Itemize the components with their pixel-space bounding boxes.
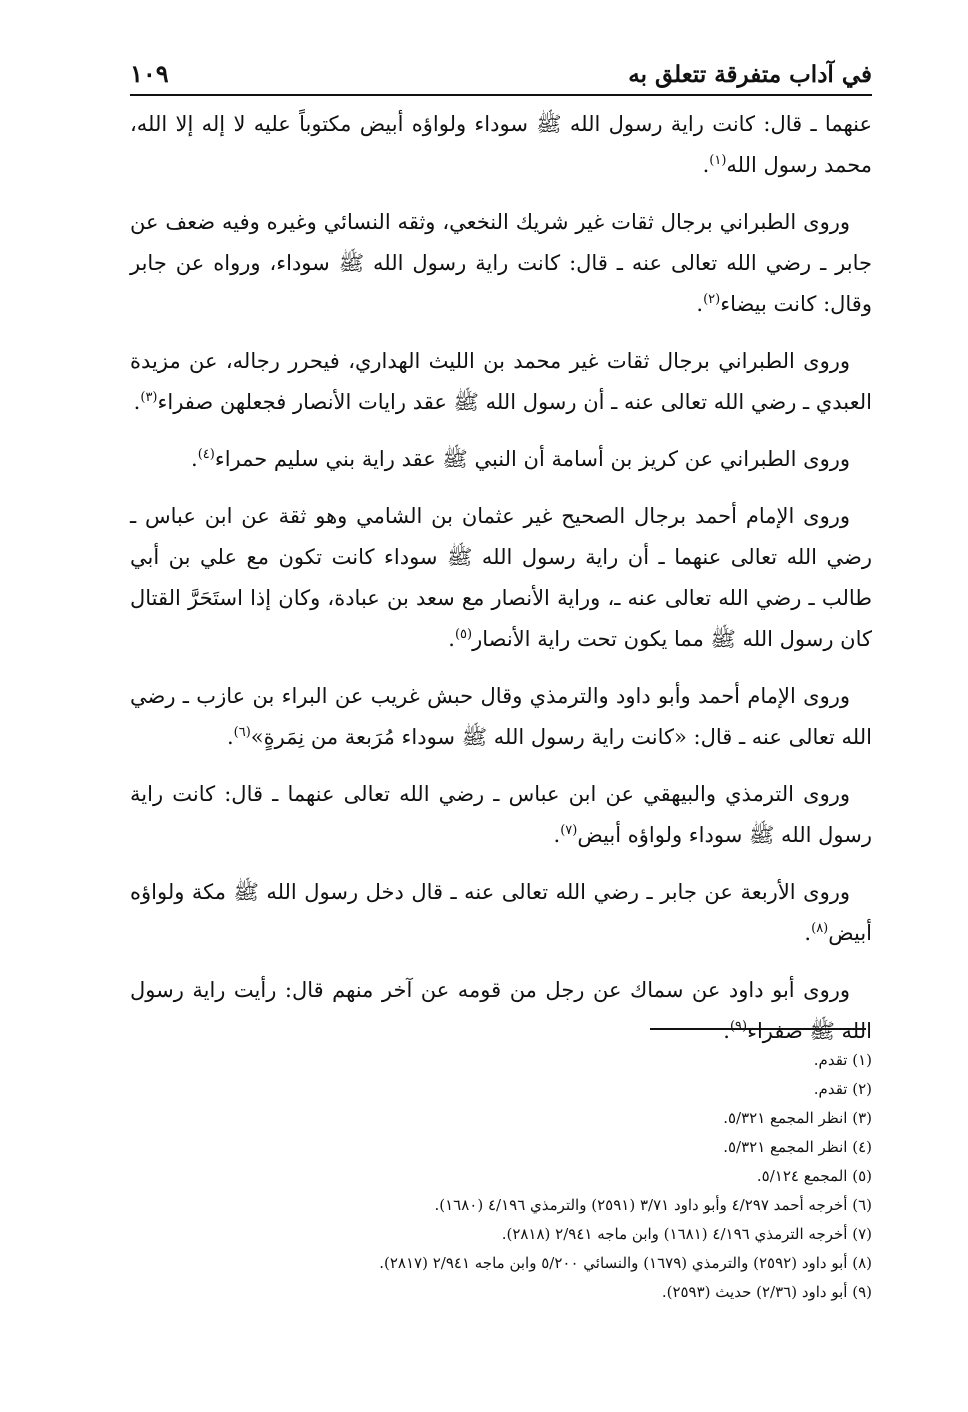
- paragraph: وروى الطبراني برجال ثقات غير محمد بن الليث الهداري، فيحرر رجاله، عن مزيدة العبدي ـ رضي الله تعالى عنه ـ أن رسول الله ﷺ عقد رايات الأنصار فجعلهن صفراء$^{(٣)}$.: [130, 349, 872, 414]
- paragraph: وروى الإمام أحمد برجال الصحيح غير عثمان بن الشامي وهو ثقة عن ابن عباس ـ رضي الله تعالى عنهما ـ أن راية رسول الله ﷺ سوداء كانت تكون مع علي بن أبي طالب ـ رضي الله تعالى عنه ـ، وراية الأنصار مع سعد بن عبادة، وكان إذا استَحَرَّ القتال كان رسول الله ﷺ مما يكون تحت راية الأنصار$^{(٥)}$.: [130, 504, 872, 651]
- page-number: ١٠٩: [130, 59, 169, 88]
- footnote: (٦) أخرجه أحمد ٤/٢٩٧ وأبو داود ٣/٧١ (٢٥٩١) والترمذي ٤/١٩٦ (١٦٨٠).: [434, 1196, 872, 1214]
- paragraph: وروى الأربعة عن جابر ـ رضي الله تعالى عنه ـ قال دخل رسول الله ﷺ مكة ولواؤه أبيض$^{(٨)}$.: [130, 880, 872, 945]
- footnotes: [130, 1046, 872, 1307]
- footnote: (٤) انظر المجمع ٥/٣٢١.: [723, 1138, 872, 1156]
- footnote: (٧) أخرجه الترمذي ٤/١٩٦ (١٦٨١) وابن ماجه ٢/٩٤١ (٢٨١٨).: [501, 1225, 872, 1243]
- footnote: (٣) انظر المجمع ٥/٣٢١.: [723, 1109, 872, 1127]
- footnote: (٥) المجمع ٥/١٢٤.: [756, 1167, 872, 1185]
- footnote: (١) تقدم.: [813, 1051, 872, 1069]
- paragraph: وروى الإمام أحمد وأبو داود والترمذي وقال حبش غريب عن البراء بن عازب ـ رضي الله تعالى عنه ـ قال: «كانت راية رسول الله ﷺ سوداء مُرَبعة من نِمَرةٍ»$^{(٦)}$.: [130, 684, 872, 749]
- footnote-divider: [650, 1028, 866, 1030]
- footnote: (٢) تقدم.: [813, 1080, 872, 1098]
- paragraph: عنهما ـ قال: كانت راية رسول الله ﷺ سوداء ولواؤه أبيض مكتوباً عليه لا إله إلا الله، محمد رسول الله$^{(١)}$.: [130, 112, 872, 177]
- running-title: في آداب متفرقة تتعلق به: [628, 61, 872, 88]
- paragraph: وروى الطبراني عن كريز بن أسامة أن النبي ﷺ عقد راية بني سليم حمراء$^{(٤)}$.: [191, 447, 850, 471]
- footnote: (٩) أبو داود (٢/٣٦) حديث (٢٥٩٣).: [661, 1283, 872, 1301]
- paragraph: وروى الطبراني برجال ثقات غير شريك النخعي، وثقه النسائي وغيره وفيه ضعف عن جابر ـ رضي الله تعالى عنه ـ قال: كانت راية رسول الله ﷺ سوداء، ورواه عن جابر وقال: كانت بيضاء$^{(٢)}$.: [130, 210, 872, 316]
- paragraph: وروى أبو داود عن سماك عن رجل من قومه عن آخر منهم قال: رأيت راية رسول الله ﷺ صفراء$^{(٩)}$.: [130, 978, 872, 1043]
- paragraph: وروى الترمذي والبيهقي عن ابن عباس ـ رضي الله تعالى عنهما ـ قال: كانت راية رسول الله ﷺ سوداء ولواؤه أبيض$^{(٧)}$.: [130, 782, 872, 847]
- footnote: (٨) أبو داود (٢٥٩٢) والترمذي (١٦٧٩) والنسائي ٥/٢٠٠ وابن ماجه ٢/٩٤١ (٢٨١٧).: [379, 1254, 872, 1272]
- page-header: [130, 52, 872, 96]
- main-text: [130, 104, 872, 1068]
